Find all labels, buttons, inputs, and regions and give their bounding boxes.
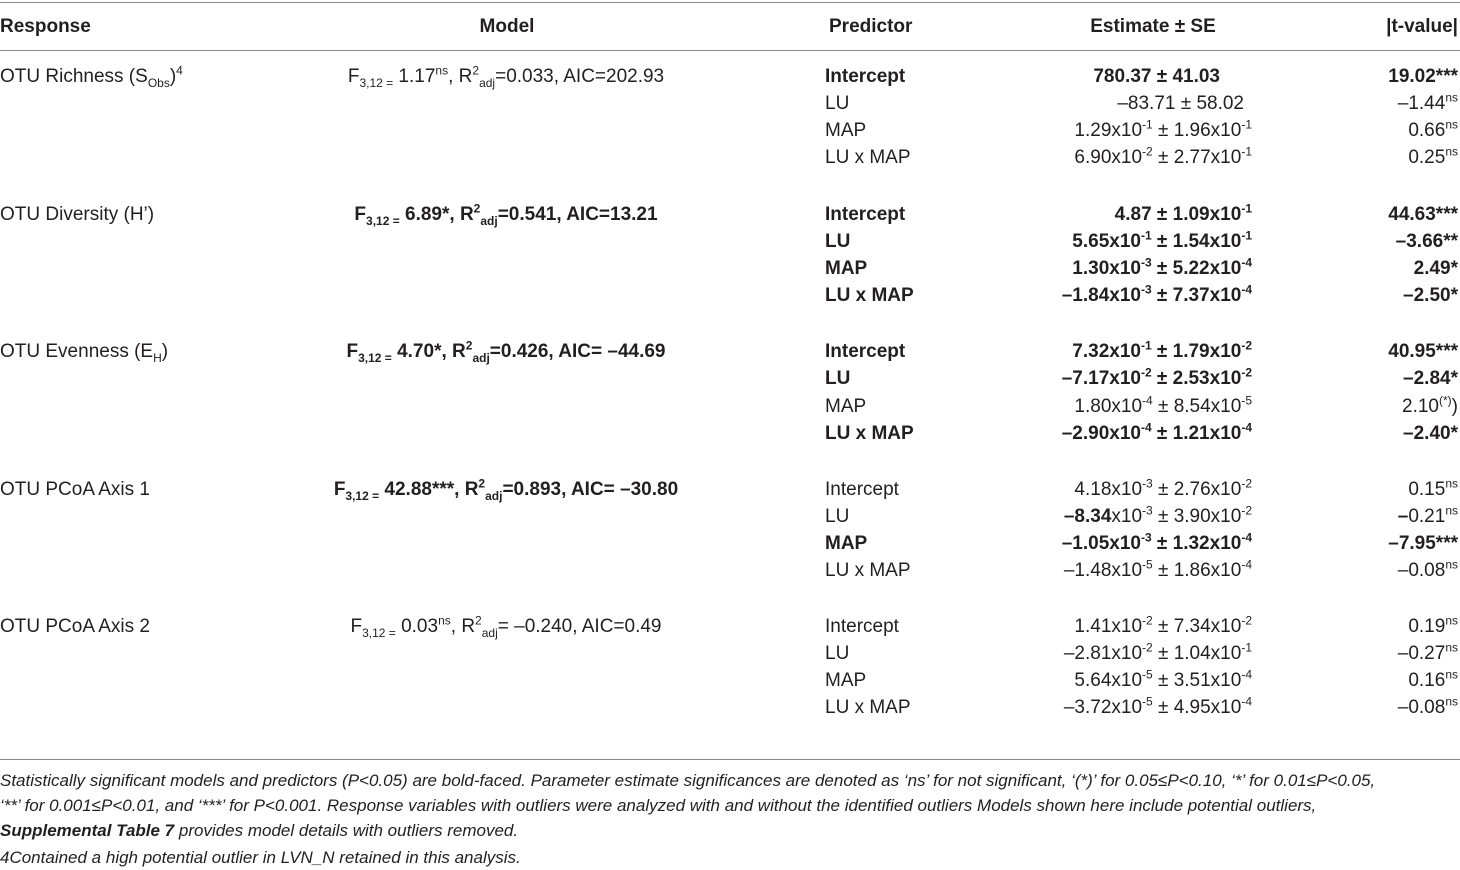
header-rule: [0, 50, 1460, 51]
estimate-value: –83.71 ± 58.02: [1117, 93, 1244, 114]
estimate-value: $-1.05x10^{-3} \pm 1.32x10^{-4}$: [1061, 530, 1252, 554]
predictor-name: LU x MAP: [825, 147, 911, 168]
model-evenness: $F_{3,12 =}$ 4.70*, $R^2_{adj}=0.426$, AIC= –44.69: [346, 338, 666, 365]
predictor-name: LU: [825, 506, 850, 527]
header-predictor: Predictor: [829, 16, 913, 37]
header-model: Model: [479, 16, 535, 37]
top-rule: [0, 2, 1460, 3]
estimate-value: $-7.17x10^{-2} \pm 2.53x10^{-2}$: [1061, 365, 1252, 389]
header-estimate: Estimate ± SE: [1090, 16, 1216, 37]
t-value: –2.84*: [1403, 368, 1458, 389]
predictor-name: MAP: [825, 670, 867, 691]
predictor-name: LU x MAP: [825, 697, 911, 718]
predictor-name: Intercept: [825, 479, 899, 500]
t-value: 2.10(*)): [1402, 393, 1458, 417]
t-value: –7.95***: [1388, 533, 1458, 554]
header-tvalue: |t-value|: [1386, 16, 1458, 37]
predictor-name: Intercept: [825, 341, 906, 362]
predictor-name: LU: [825, 93, 850, 114]
response-diversity: OTU Diversity (H’): [0, 204, 155, 225]
t-value: 44.63***: [1388, 204, 1458, 225]
t-value: $-1.44^{ns}$: [1397, 90, 1458, 114]
header-response: Response: [0, 16, 91, 37]
estimate-value: $-1.84x10^{-3} \pm 7.37x10^{-4}$: [1061, 282, 1252, 306]
estimate-value: $4.87 \pm 1.09x10^{-1}$: [1114, 201, 1252, 225]
t-value: –2.50*: [1403, 285, 1458, 306]
footnote-significance: [0, 768, 1460, 843]
t-value: –2.40*: [1403, 423, 1458, 444]
t-value: $-0.27^{ns}$: [1397, 640, 1458, 664]
estimate-value: $-1.48x10^{-5} \pm 1.86x10^{-4}$: [1063, 557, 1252, 581]
predictor-name: MAP: [825, 258, 868, 279]
response-richness: OTU Richness $(S_{Obs})^4$: [0, 63, 183, 90]
estimate-value: $1.80x10^{-4} \pm 8.54x10^{-5}$: [1074, 393, 1252, 417]
predictor-name: MAP: [825, 533, 868, 554]
bottom-rule: [0, 759, 1460, 760]
predictor-name: LU: [825, 231, 851, 252]
t-value: $0.19^{ns}$: [1408, 613, 1458, 637]
estimate-value: $-2.90x10^{-4} \pm 1.21x10^{-4}$: [1061, 420, 1252, 444]
predictor-name: Intercept: [825, 616, 899, 637]
estimate-value: $5.65x10^{-1} \pm 1.54x10^{-1}$: [1072, 228, 1252, 252]
footnote-line: ‘**’ for 0.001≤P<0.01, and ‘***’ for P<0.001. Response variables with outliers were analyzed with and without the identified outliers Models shown here include potential outliers,: [0, 796, 1317, 815]
model-richness: $F_{3,12 =}$ $1.17^{ns}$, $R^2_{adj}=0.033$, AIC=202.93: [347, 63, 665, 90]
t-value: $0.16^{ns}$: [1408, 667, 1458, 691]
t-value: 2.49*: [1413, 258, 1458, 279]
estimate-value: $4.18x10^{-3} \pm 2.76x10^{-2}$: [1074, 476, 1252, 500]
t-value: 19.02***: [1388, 66, 1458, 87]
t-value: $0.25^{ns}$: [1408, 144, 1458, 168]
estimate-value: 780.37 ± 41.03: [1093, 66, 1220, 87]
t-value: 40.95***: [1388, 341, 1458, 362]
estimate-value: $-2.81x10^{-2} \pm 1.04x10^{-1}$: [1063, 640, 1252, 664]
footnote-line: Statistically significant models and predictors (P<0.05) are bold-faced. Parameter estimate significances are denoted as ‘ns’ for not significant, ‘(*)’ for 0.05≤P<0.10, ‘*’ for 0.01≤P<0.05,: [0, 771, 1376, 790]
t-value: $0.66^{ns}$: [1408, 117, 1458, 141]
estimate-value: $1.29x10^{-1} \pm 1.96x10^{-1}$: [1074, 117, 1252, 141]
predictor-name: MAP: [825, 396, 867, 417]
t-value: $0.15^{ns}$: [1408, 476, 1458, 500]
predictor-name: LU: [825, 643, 850, 664]
t-value: –3.66**: [1395, 231, 1458, 252]
supplemental-table-ref: Supplemental Table 7: [0, 821, 175, 840]
response-evenness: OTU Evenness $(E_H)$: [0, 341, 169, 365]
estimate-value: $-3.72x10^{-5} \pm 4.95x10^{-4}$: [1063, 694, 1252, 718]
model-diversity: $F_{3,12 =}$ 6.89*, $R^2_{adj}=0.541$, AIC=13.21: [354, 201, 658, 228]
footnote-line: Supplemental Table 7 provides model details with outliers removed.: [0, 821, 519, 840]
predictor-name: LU: [825, 368, 851, 389]
estimate-value: $5.64x10^{-5} \pm 3.51x10^{-4}$: [1074, 667, 1252, 691]
estimate-value: $6.90x10^{-2} \pm 2.77x10^{-1}$: [1074, 144, 1252, 168]
response-pcoa-1: OTU PCoA Axis 1: [0, 479, 150, 500]
predictor-name: LU x MAP: [825, 285, 914, 306]
model-pcoa-2: $F_{3,12 =}$ $0.03^{ns}$, $R^2_{adj}= -0.240$, AIC=0.49: [350, 613, 662, 640]
estimate-value: $-8.34x10^{-3} \pm 3.90x10^{-2}$: [1063, 503, 1252, 527]
predictor-name: MAP: [825, 120, 867, 141]
estimate-value: $7.32x10^{-1} \pm 1.79x10^{-2}$: [1072, 338, 1252, 362]
response-pcoa-2: OTU PCoA Axis 2: [0, 616, 150, 637]
predictor-name: Intercept: [825, 66, 906, 87]
estimate-value: $1.30x10^{-3} \pm 5.22x10^{-4}$: [1072, 255, 1252, 279]
t-value: $-0.08^{ns}$: [1397, 557, 1458, 581]
predictor-name: Intercept: [825, 204, 906, 225]
t-value: $-0.08^{ns}$: [1397, 694, 1458, 718]
predictor-name: LU x MAP: [825, 423, 914, 444]
t-value: $-0.21^{ns}$: [1397, 503, 1458, 527]
footnote-outlier: 4Contained a high potential outlier in LVN_N retained in this analysis.: [0, 848, 521, 867]
estimate-value: $1.41x10^{-2} \pm 7.34x10^{-2}$: [1074, 613, 1252, 637]
predictor-name: LU x MAP: [825, 560, 911, 581]
model-pcoa-1: $F_{3,12 =}$ 42.88***, $R^2_{adj}=0.893$, AIC= –30.80: [333, 476, 679, 503]
